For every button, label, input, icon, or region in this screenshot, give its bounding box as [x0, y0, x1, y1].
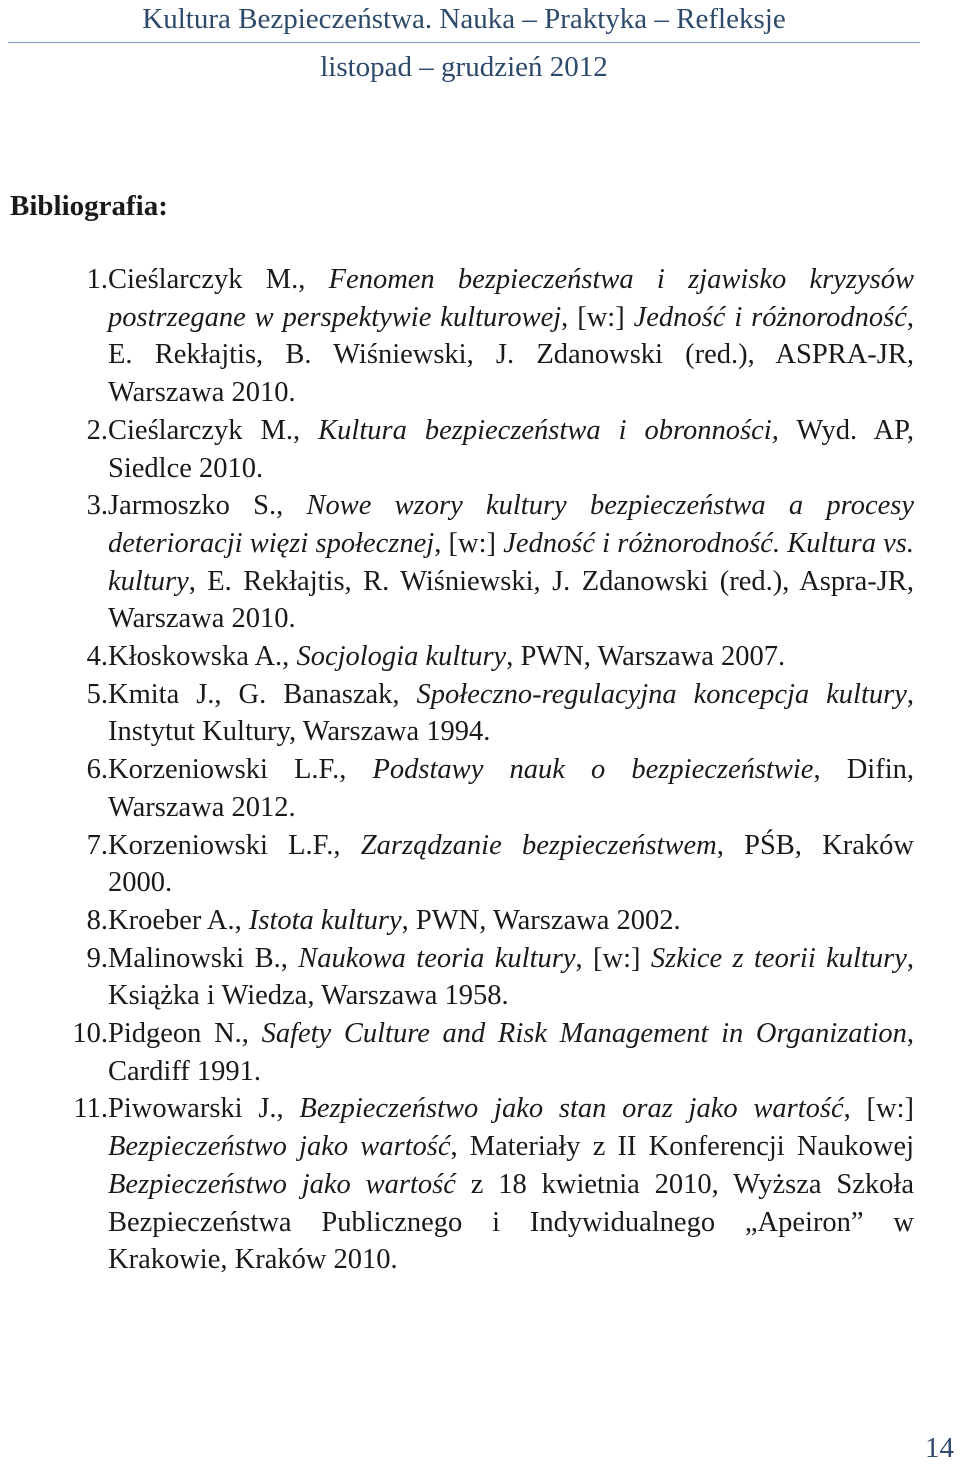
entry-title-italic: Jedność i różnorodność. Kultura vs. kultury [108, 527, 914, 597]
entry-title-italic: Nowe wzory kultury bezpieczeństwa a procesy deterioracji więzi społecznej [108, 490, 914, 559]
entry-text-segment: Pidgeon N., [108, 1018, 262, 1050]
entry-text-segment: , PWN, Warszawa 2007. [506, 641, 786, 673]
entry-number: 6. [86, 754, 108, 786]
entry-title-italic: Jedność i różnorodność [633, 301, 907, 333]
entry-text-segment: Kmita J., G. Banaszak, [108, 678, 417, 710]
bibliography-entry [0, 412, 960, 487]
entry-text-segment: Korzeniowski L.F., [108, 829, 361, 861]
entry-text [108, 1018, 914, 1087]
entry-text [108, 830, 914, 899]
entry-text-segment: , [w:] [575, 942, 651, 974]
entry-title-italic: Socjologia kultury [296, 641, 507, 673]
entry-text-segment: Kroeber A., [108, 904, 249, 936]
entry-text-segment: Cieślarczyk M., [108, 264, 329, 295]
bibliography-entry [0, 487, 960, 638]
entry-number: 8. [86, 904, 108, 936]
entry-number: 10. [72, 1018, 108, 1050]
entry-number: 7. [86, 829, 108, 861]
entry-title-italic: Zarządzanie bezpieczeństwem [360, 829, 717, 861]
bibliography-list [0, 261, 960, 1279]
entry-text-segment: Jarmoszko S., [108, 490, 307, 522]
entry-title-italic: Społeczno-regulacyjna koncepcja kultury [416, 678, 907, 710]
entry-number: 4. [86, 641, 108, 673]
entry-text-segment: Cieślarczyk M., [108, 414, 319, 446]
entry-number: 1. [86, 264, 108, 295]
entry-text-segment: , Materiały z II Konferencji Naukowej [450, 1131, 914, 1163]
entry-number: 3. [86, 490, 108, 522]
entry-text [108, 415, 914, 484]
bibliography-entry [0, 1015, 960, 1090]
entry-text-segment: , PŚB, Kraków 2000. [108, 829, 915, 899]
entry-number: 11. [73, 1093, 108, 1125]
entry-text [108, 754, 914, 823]
entry-text [108, 679, 914, 748]
bibliography-entry [0, 676, 960, 751]
entry-text-segment: , [w:] [843, 1093, 914, 1125]
entry-title-italic: Bezpieczeństwo jako stan oraz jako wartość [299, 1093, 844, 1125]
journal-title: Kultura Bezpieczeństwa. Nauka – Praktyka – Refleksje [142, 3, 786, 35]
entry-text [108, 490, 914, 634]
entry-text-segment: , E. Rekłajtis, R. Wiśniewski, J. Zdanowski (red.), Aspra-JR, Warszawa 2010. [108, 565, 914, 635]
entry-title-italic: Fenomen bezpieczeństwa i zjawisko kryzysów postrzegane w perspektywie kulturowej [108, 264, 914, 333]
bibliography-entry [0, 261, 960, 412]
entry-text-segment: , Instytut Kultury, Warszawa 1994. [108, 678, 914, 748]
entry-title-italic: Bezpieczeństwo jako wartość [108, 1168, 456, 1200]
bibliography-entry [0, 827, 960, 902]
entry-title-italic: Istota kultury [248, 904, 402, 936]
entry-number: 2. [86, 414, 108, 446]
bibliography-entry [0, 638, 960, 676]
entry-text [108, 1093, 914, 1275]
entry-text-segment: , [w:] [434, 527, 504, 559]
header-divider [8, 42, 920, 43]
entry-title-italic: Safety Culture and Risk Management in Organization [261, 1018, 907, 1050]
entry-text-segment: , [w:] [561, 301, 634, 333]
entry-title-italic: Bezpieczeństwo jako wartość [108, 1131, 451, 1163]
entry-title-italic: Kultura bezpieczeństwa i obronności, [318, 414, 779, 446]
entry-text-segment: Korzeniowski L.F., [108, 754, 373, 786]
bibliography-entry [0, 902, 960, 940]
bibliography-entry [0, 751, 960, 826]
entry-text [108, 905, 681, 936]
entry-text-segment: , PWN, Warszawa 2002. [401, 904, 681, 936]
section-heading: Bibliografia: [10, 190, 168, 222]
entry-title-italic: Naukowa teoria kultury [298, 942, 576, 974]
entry-text-segment: z 18 kwietnia 2010, Wyższa Szkoła Bezpieczeństwa Publicznego i Indywidualnego „Apeiron” w Krakowie, Kraków 2010. [108, 1168, 914, 1276]
bibliography-entry [0, 940, 960, 1015]
entry-text-segment: , Cardiff 1991. [108, 1018, 915, 1087]
entry-text-segment: Wyd. AP, Siedlce 2010. [108, 414, 914, 484]
entry-text-segment: Kłoskowska A., [108, 641, 297, 673]
issue-date: listopad – grudzień 2012 [320, 51, 608, 83]
entry-number: 9. [86, 942, 108, 974]
entry-text [108, 641, 785, 672]
entry-text-segment: , Książka i Wiedza, Warszawa 1958. [108, 942, 914, 1012]
entry-title-italic: Szkice z teorii kultury [650, 942, 907, 974]
entry-text [108, 264, 914, 408]
entry-text [108, 943, 914, 1012]
page-number: 14 [925, 1432, 954, 1464]
entry-text-segment: , E. Rekłajtis, B. Wiśniewski, J. Zdanowski (red.), ASPRA-JR, Warszawa 2010. [108, 301, 915, 409]
entry-title-italic: Podstawy nauk o bezpieczeństwie [372, 754, 814, 786]
entry-text-segment: Piwowarski J., [108, 1093, 300, 1125]
bibliography-entry [0, 1090, 960, 1279]
entry-number: 5. [86, 678, 108, 710]
entry-text-segment: , Difin, Warszawa 2012. [108, 754, 915, 823]
entry-text-segment: Malinowski B., [108, 942, 299, 974]
